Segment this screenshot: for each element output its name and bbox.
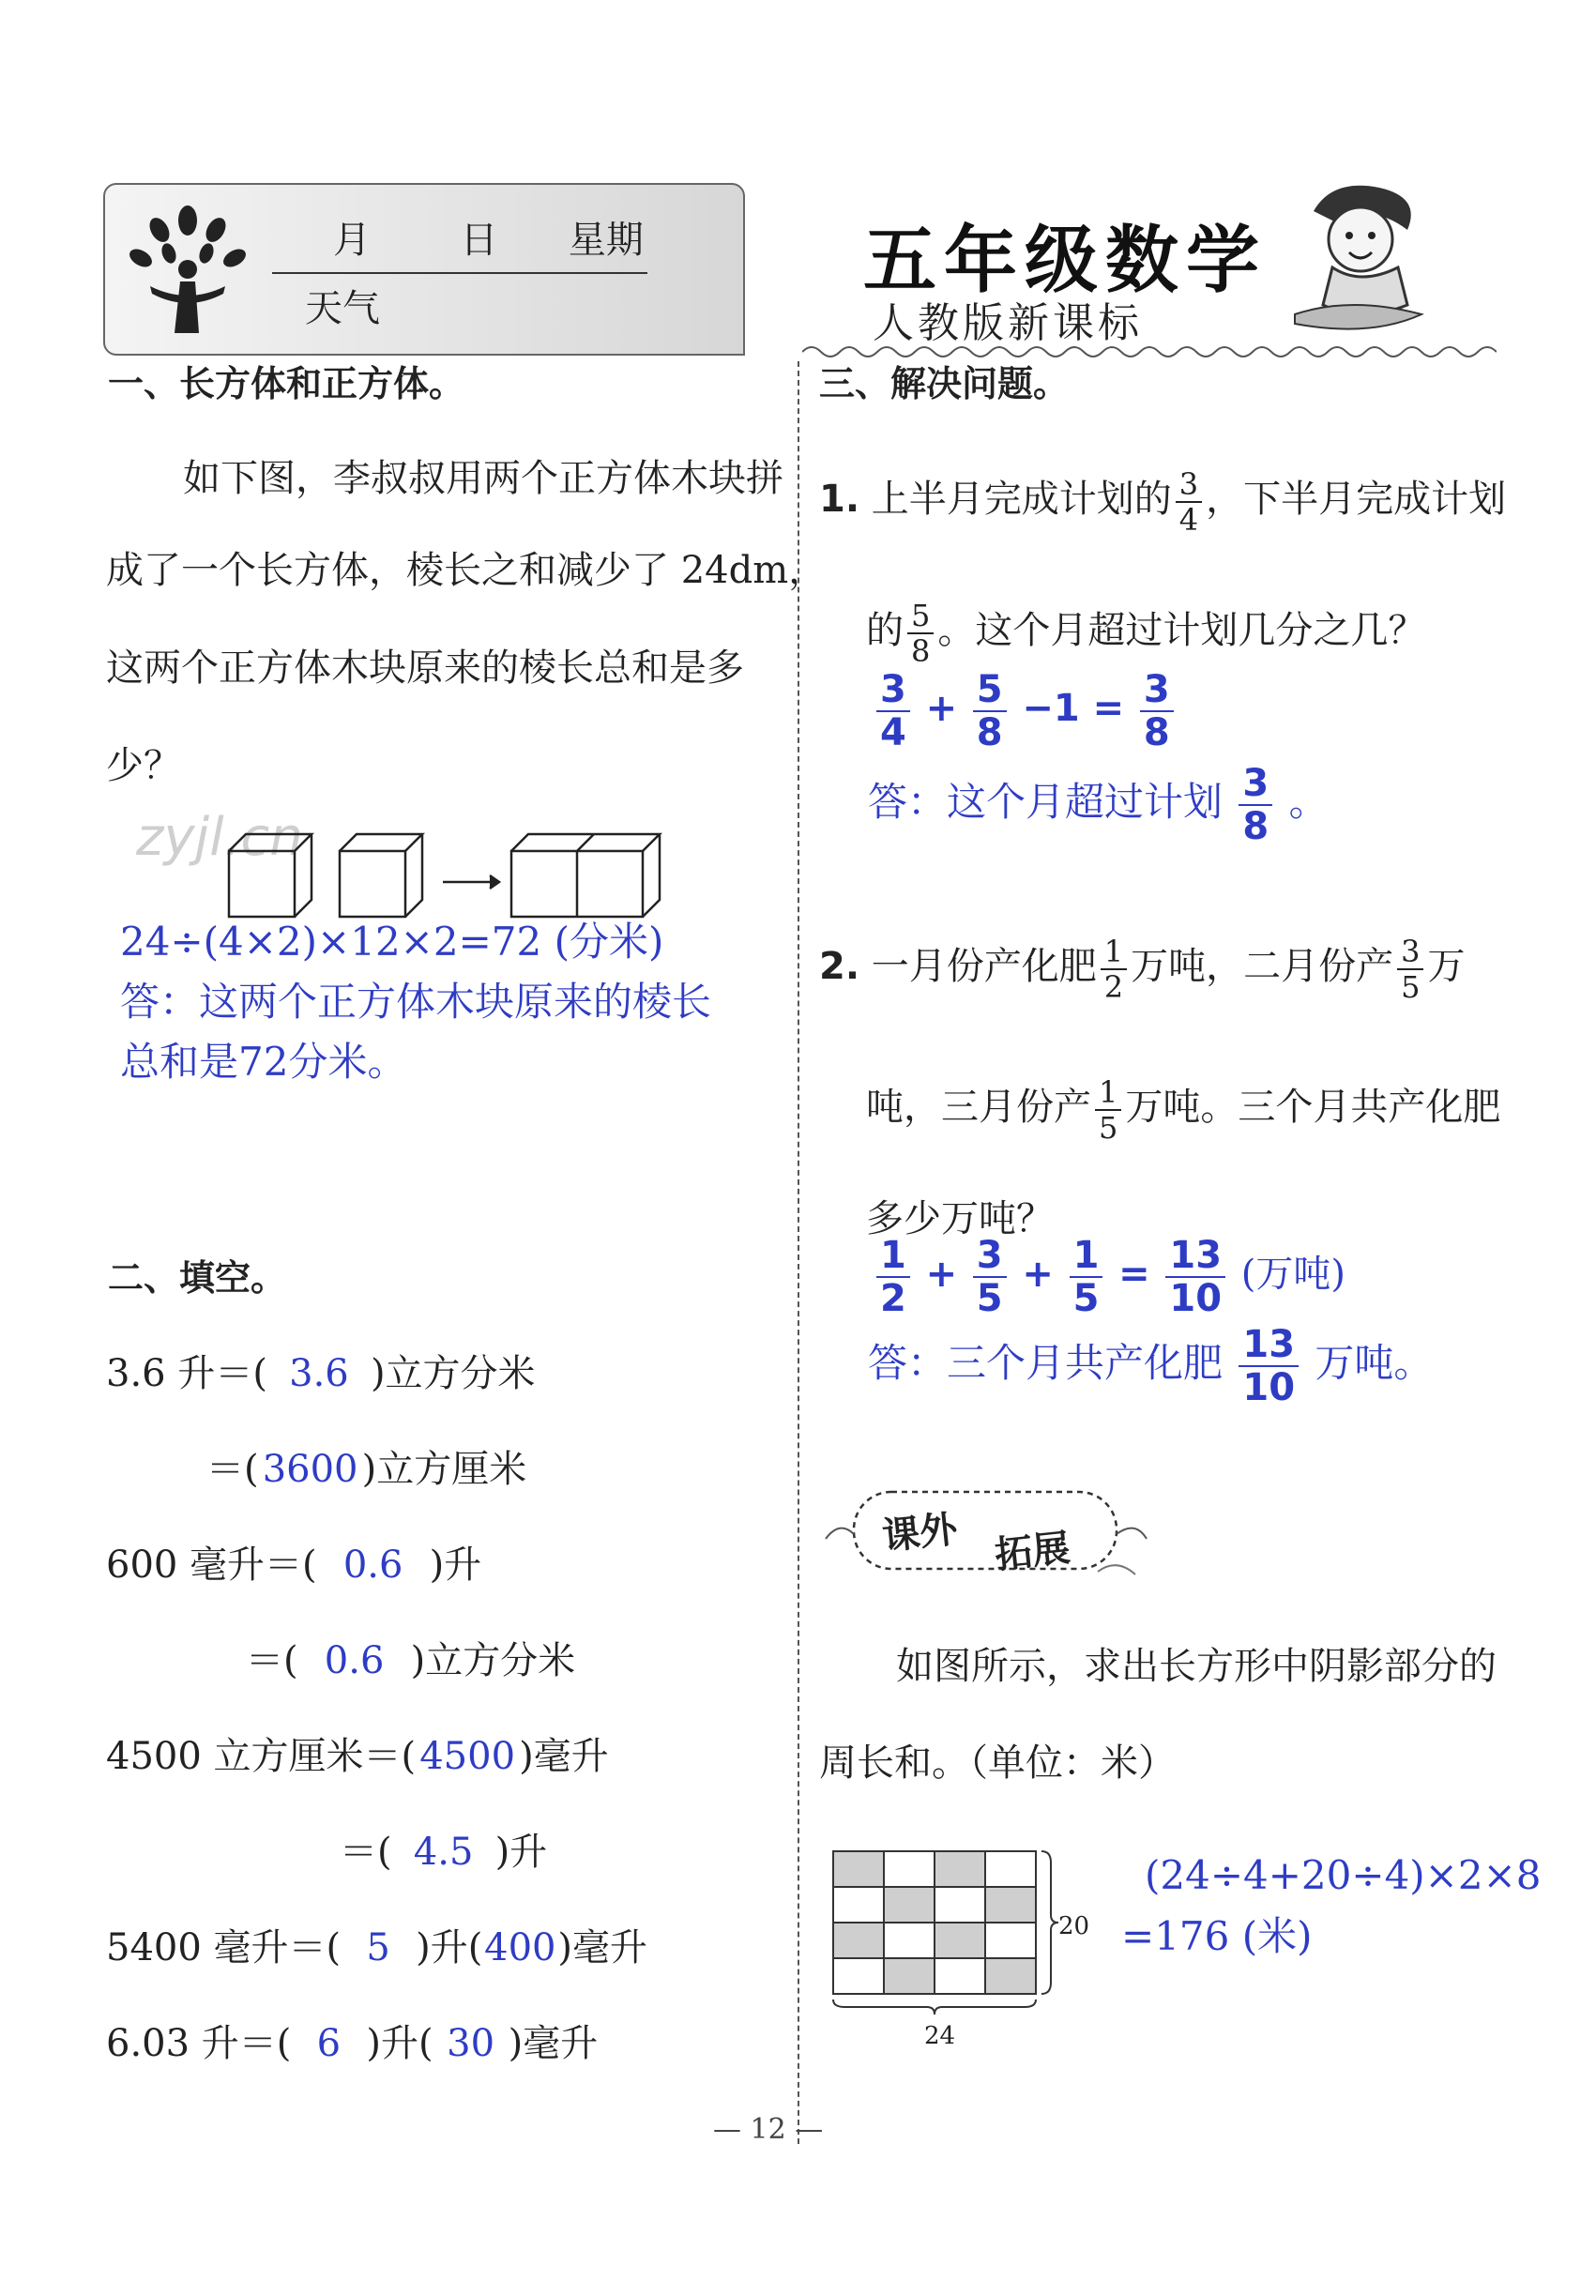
fill-prefix: 3.6 升＝( (106, 1352, 267, 1395)
fill-row (106, 1734, 609, 1779)
operator: −1 = (1022, 687, 1125, 730)
fill-row (206, 1447, 526, 1492)
section1-problem-line4: 少？ (106, 744, 181, 787)
operator: + (925, 687, 958, 730)
section1-heading: 一、长方体和正方体。 (108, 363, 465, 404)
fraction: $\frac{1}{5}$ (1095, 1077, 1121, 1143)
section1-answer-calc: 24÷(4×2)×12×2=72 (分米) (120, 919, 664, 965)
q1-number: 1. (819, 478, 860, 521)
q2-answer-suffix: 万吨。 (1315, 1340, 1434, 1386)
fill-prefix: 6.03 升＝( (106, 2022, 292, 2065)
fraction: $\frac{13}{10}$ (1239, 1326, 1299, 1406)
section1-answer-line2: 总和是72分米。 (120, 1039, 407, 1085)
fill-answer-2: 30 (447, 2022, 495, 2065)
section3-heading: 三、解决问题。 (819, 363, 1070, 404)
fill-suffix: )升 (429, 1543, 482, 1587)
fraction: $\frac{3}{4}$ (876, 671, 910, 752)
book-title: 五年级数学 (863, 219, 1268, 303)
fill-row (246, 1638, 575, 1683)
fraction: $\frac{1}{2}$ (1101, 936, 1127, 1002)
book-subtitle: 人教版新课标 (873, 299, 1143, 347)
fill-suffix: )毫升 (519, 1735, 609, 1778)
fill-answer: 6 (316, 2022, 342, 2065)
grid-bottom-label: 24 (924, 2022, 956, 2050)
extension-answer-line2: =176 (米) (1121, 1913, 1313, 1959)
fraction: $\frac{5}{8}$ (973, 671, 1007, 752)
q2-calc (873, 1234, 1345, 1320)
fill-answer: 3600 (262, 1448, 358, 1491)
fill-suffix: )升( (366, 2022, 433, 2065)
watermark-text: zyjl.cn (136, 807, 303, 868)
q1-line2 (866, 598, 1426, 669)
q2-number: 2. (819, 945, 860, 988)
weather-label: 天气 (305, 287, 380, 330)
fraction: $\frac{13}{10}$ (1165, 1237, 1225, 1317)
wave-divider (802, 342, 1497, 361)
q2-text-d: 吨，三月份产 (866, 1086, 1091, 1129)
q1-line1 (819, 466, 1507, 538)
extension-badge-label-2: 拓展 (993, 1526, 1072, 1578)
fill-prefix: ＝( (340, 1831, 392, 1874)
q1-text-c: 的 (866, 609, 904, 652)
q1-text-b: ，下半月完成计划 (1206, 478, 1507, 521)
q1-answer (868, 762, 1329, 848)
fill-suffix-2: )毫升 (508, 2022, 599, 2065)
q2-calc-unit: (万吨) (1240, 1253, 1345, 1296)
section1-problem-line2: 成了一个长方体，棱长之和减少了 24dm， (106, 549, 827, 592)
fill-row (340, 1830, 547, 1875)
fill-prefix: 4500 立方厘米＝( (106, 1735, 417, 1778)
q2-text-b: 万吨，二月份产 (1131, 945, 1394, 988)
cube-diagram (225, 830, 666, 924)
cartoon-child-icon (1257, 174, 1445, 347)
section1-problem-line1: 如下图，李叔叔用两个正方体木块拼 (183, 457, 783, 500)
q1-answer-suffix: 。 (1288, 779, 1329, 825)
fraction: $\frac{3}{4}$ (1176, 469, 1202, 535)
fill-answer: 4500 (419, 1735, 516, 1778)
section1-answer-line1: 答：这两个正方体木块原来的棱长 (120, 979, 712, 1025)
fill-prefix: ＝( (246, 1639, 298, 1682)
extension-answer-line1: (24÷4+20÷4)×2×8 (1145, 1852, 1542, 1898)
fraction: $\frac{3}{8}$ (1239, 765, 1272, 845)
fill-row (106, 1925, 647, 1970)
fill-prefix: 600 毫升＝( (106, 1543, 317, 1587)
q2-answer-prefix: 答：三个月共产化肥 (868, 1340, 1224, 1386)
fill-suffix: )立方分米 (370, 1352, 536, 1395)
fill-row (106, 2021, 598, 2066)
q2-text-f: 多少万吨？ (866, 1197, 1054, 1240)
section2-heading: 二、填空。 (108, 1257, 287, 1299)
q2-answer (868, 1323, 1434, 1409)
date-day-label: 日 (460, 219, 498, 262)
fill-suffix: )升 (494, 1831, 548, 1874)
fill-answer-2: 400 (484, 1926, 556, 1969)
fraction: $\frac{1}{2}$ (876, 1237, 910, 1317)
q2-line2 (866, 1074, 1501, 1146)
q1-calc (873, 668, 1178, 754)
operator: + (1022, 1253, 1054, 1296)
fill-answer: 0.6 (324, 1639, 385, 1682)
fill-answer: 0.6 (342, 1543, 403, 1587)
fraction: $\frac{3}{5}$ (973, 1237, 1007, 1317)
fill-prefix: ＝( (206, 1448, 259, 1491)
operator: + (925, 1253, 958, 1296)
fill-prefix: 5400 毫升＝( (106, 1926, 342, 1969)
extension-text-line2: 周长和。（单位：米） (819, 1741, 1176, 1785)
extension-badge (816, 1483, 1154, 1586)
fill-suffix: )升( (416, 1926, 483, 1969)
fill-suffix: )立方厘米 (361, 1448, 527, 1491)
q2-text-c: 万 (1427, 945, 1466, 988)
fraction: $\frac{1}{5}$ (1070, 1237, 1103, 1317)
grid-side-label: 20 (1058, 1912, 1090, 1940)
page-number: — 12 — (713, 2113, 824, 2146)
fraction: $\frac{5}{8}$ (907, 601, 934, 666)
shaded-grid-figure (826, 1844, 1070, 2017)
fill-answer: 4.5 (413, 1831, 474, 1874)
date-underline (272, 272, 647, 274)
extension-text-line1: 如图所示，求出长方形中阴影部分的 (896, 1645, 1497, 1688)
fill-answer: 5 (366, 1926, 390, 1969)
extension-badge-label-1: 课外 (880, 1507, 960, 1559)
q1-text-a: 上半月完成计划的 (871, 478, 1172, 521)
q2-text-e: 万吨。三个月共产化肥 (1125, 1086, 1501, 1129)
q1-text-d: 。这个月超过计划几分之几？ (937, 609, 1426, 652)
fill-answer: 3.6 (289, 1352, 349, 1395)
fill-row (106, 1543, 481, 1588)
fraction: $\frac{3}{8}$ (1140, 671, 1174, 752)
date-weekday-label: 星期 (568, 219, 644, 262)
fill-row (106, 1351, 536, 1396)
fill-suffix-2: )毫升 (557, 1926, 647, 1969)
operator: = (1118, 1253, 1150, 1296)
q2-text-a: 一月份产化肥 (871, 945, 1097, 988)
column-divider (798, 361, 799, 2144)
tree-logo-icon (113, 192, 263, 342)
fill-suffix: )立方分米 (410, 1639, 576, 1682)
section1-problem-line3: 这两个正方体木块原来的棱长总和是多 (106, 646, 744, 690)
q2-line1 (819, 934, 1466, 1005)
q1-answer-prefix: 答：这个月超过计划 (868, 779, 1224, 825)
fraction: $\frac{3}{5}$ (1397, 936, 1423, 1002)
date-month-label: 月 (333, 219, 371, 262)
